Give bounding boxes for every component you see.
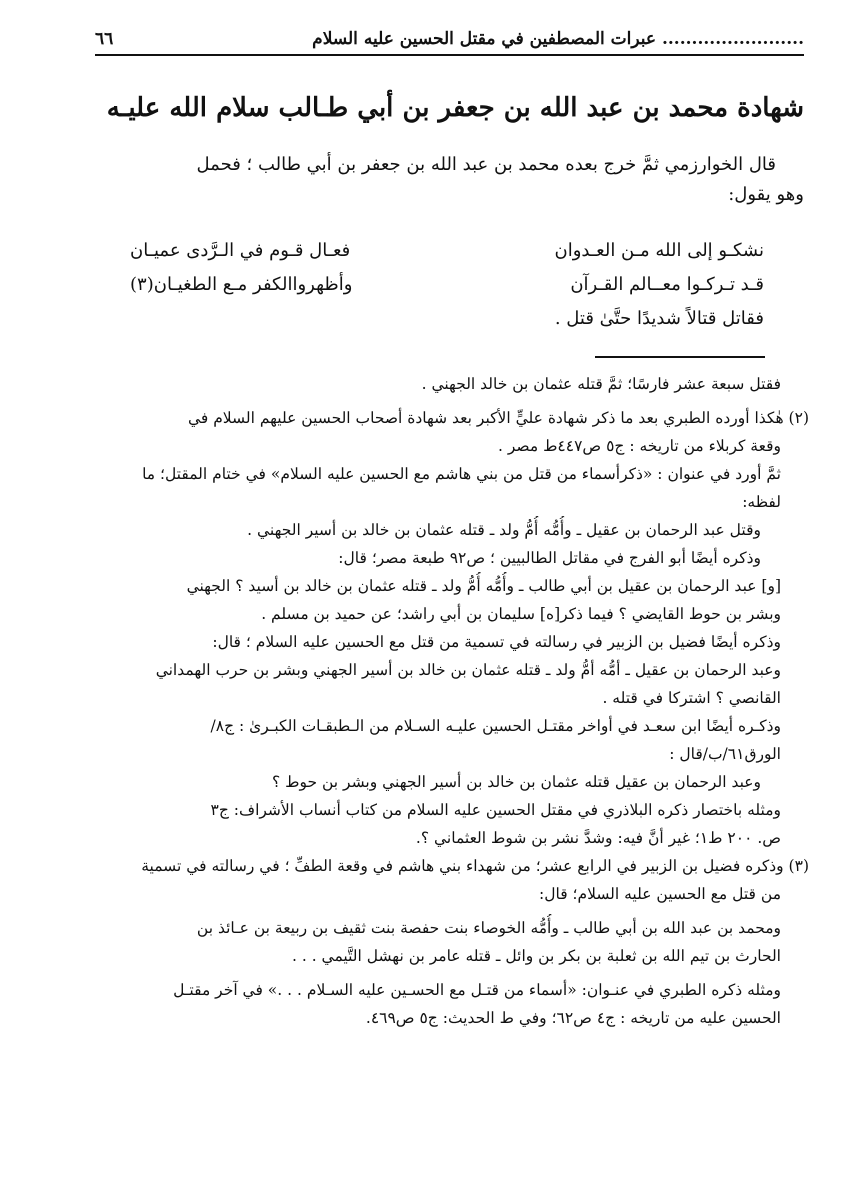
poem-row	[130, 268, 764, 302]
footnote-line: وقتل عبد الرحمان بن عقيل ـ وأُمُّه أُمُّ ولد ـ قتله عثمان بن خالد بن أسير الجهني .	[247, 521, 761, 539]
poem-row	[130, 234, 764, 268]
page-number: ٦٦	[95, 29, 114, 49]
footnote-line: وبشر بن حوط القايضي ؟ فيما ذكر[ه] سليمان بن أبي راشد؛ عن حميد بن مسلم .	[261, 605, 781, 623]
footnotes	[80, 370, 809, 1032]
footnote-line: ثمَّ أورد في عنوان : «ذكرأسماء من قتل من بني هاشم مع الحسين عليه السلام» في ختام المقتل؛ ما	[142, 465, 781, 483]
footnote-line: (٢) هٰكذا أورده الطبري بعد ما ذكر شهادة عليٍّ الأكبر بعد شهادة أصحاب الحسين عليهم السلام في	[187, 409, 809, 427]
footnote-line: (٣) وذكره فضيل بن الزبير في الرابع عشر؛ من شهداء بني هاشم في وقعة الطفِّ ؛ في رسالته في تسمية	[141, 857, 809, 875]
footnote-line: وذكره أيضًا فضيل بن الزبير في رسالته في تسمية من قتل مع الحسين عليه السلام ؛ قال:	[212, 633, 781, 651]
footnote-line: وعبد الرحمان بن عقيل قتله عثمان بن خالد بن أسير الجهني وبشر بن حوط ؟	[271, 773, 761, 791]
section-heading: شهادة محمد بن عبد الله بن جعفر بن أبي طـالب سلام الله عليـه	[106, 93, 804, 123]
poem-hemistich: فعـال قـوم في الـرَّدى عميـان	[130, 240, 351, 261]
footnote-line: وذكـره أيضًا ابن سعـد في أواخر مقتـل الحسين عليـه السـلام من الـطبقـات الكبـرىٰ : ج٨/	[210, 717, 781, 735]
poem-hemistich: وأظهرواالكفر مـع الطغيـان(٣)	[130, 274, 353, 295]
running-title: ........................ عبرات المصطفين في مقتل الحسين عليه السلام	[312, 29, 804, 49]
footnote-line: ومثله باختصار ذكره البلاذري في مقتل الحسين عليه السلام من كتاب أنساب الأشراف: ج٣	[210, 801, 781, 819]
page-header	[95, 24, 804, 56]
footnote-line: من قتل مع الحسين عليه السلام؛ قال:	[539, 885, 781, 903]
poem-hemistich: قـد تـركـوا معــالم القـرآن	[570, 274, 764, 295]
footnote-line: الورق٦١/ب/قال :	[669, 745, 781, 763]
poem-hemistich: نشكـو إلى الله مـن العـدوان	[554, 240, 764, 261]
footnote-line: وقعة كربلاء من تاريخه : ج٥ ص٤٤٧ط مصر .	[498, 437, 781, 455]
intro-line: قال الخوارزمي ثمَّ خرج بعده محمد بن عبد الله بن جعفر بن أبي طالب ؛ فحمل	[196, 154, 776, 175]
footnote-line: وذكره أيضًا أبو الفرج في مقاتل الطالبيين ؛ ص٩٢ طبعة مصر؛ قال:	[338, 549, 761, 567]
footnote-separator	[595, 356, 765, 358]
intro-paragraph	[80, 150, 804, 210]
footnote-line: فقتل سبعة عشر فارسًا؛ ثمَّ قتله عثمان بن خالد الجهني .	[421, 375, 781, 393]
footnote-line: لفظه:	[742, 493, 781, 511]
footnote-line: [و] عبد الرحمان بن عقيل بن أبي طالب ـ وأُمُّه أُمُّ ولد ـ قتله عثمان بن خالد بن أسيد ؟ الجهني	[186, 577, 781, 595]
poem-closing-line: فقاتل قتالاً شديدًا حتَّىٰ قتل .	[554, 308, 764, 329]
footnote-line: الحسين عليه من تاريخه : ج٤ ص٦٢؛ وفي ط الحديث: ج٥ ص٤٦٩.	[365, 1009, 781, 1027]
footnote-line: ومحمد بن عبد الله بن أبي طالب ـ وأُمُّه الخوصاء بنت حفصة بنت ثقيف بن ربيعة بن عـائذ بن	[196, 919, 781, 937]
footnote-line: ص. ٢٠٠ ط١؛ غير أنَّ فيه: وشدَّ نشر بن شوط العثماني ؟.	[415, 829, 781, 847]
poem	[130, 234, 764, 336]
footnote-line: وعبد الرحمان بن عقيل ـ أمُّه أمُّ ولد ـ قتله عثمان بن خالد بن أسير الجهني وبشر بن حرب الهمداني	[155, 661, 781, 679]
intro-line: وهو يقول:	[728, 184, 804, 205]
footnote-line: القانصي ؟ اشتركا في قتله .	[602, 689, 781, 707]
footnote-line: ومثله ذكره الطبري في عنـوان: «أسماء من قتـل مع الحسـين عليه السـلام . . .» في آخر مقتـل	[173, 981, 781, 999]
footnote-line: الحارث بن تيم الله بن ثعلبة بن بكر بن وائل ـ قتله عامر بن نهشل التَّيمي . . .	[291, 947, 781, 965]
